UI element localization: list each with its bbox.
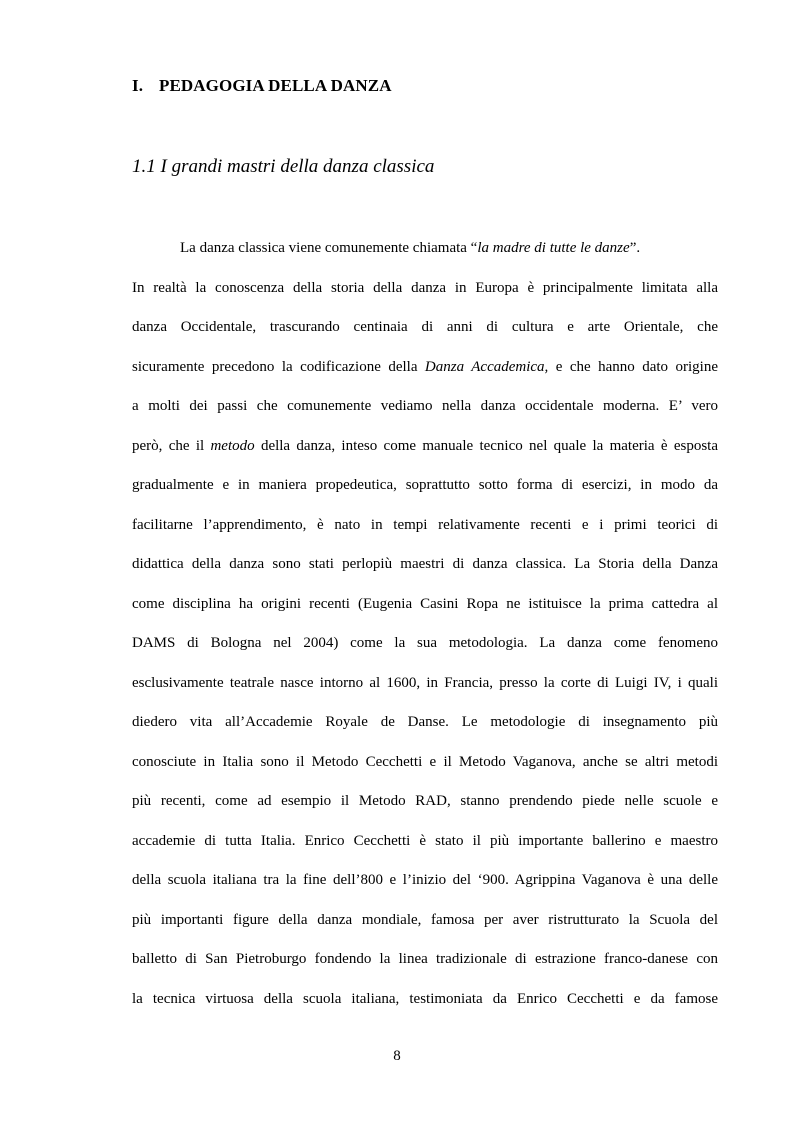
text-line: danza Occidentale, trascurando centinaia di anni di cultura e arte Orientale, che xyxy=(132,319,718,335)
chapter-heading xyxy=(132,76,392,96)
text-line: conosciute in Italia sono il Metodo Cecchetti e il Metodo Vaganova, anche se altri metodi xyxy=(132,754,718,770)
text-line: La danza classica viene comunemente chiamata “la madre di tutte le danze”. xyxy=(180,240,641,256)
text-line: della scuola italiana tra la fine dell’800 e l’inizio del ‘900. Agrippina Vaganova è una delle xyxy=(132,872,718,888)
text-line: sicuramente precedono la codificazione della Danza Accademica, e che hanno dato origine xyxy=(132,359,718,375)
text-line: balletto di San Pietroburgo fondendo la linea tradizionale di estrazione franco-danese con xyxy=(132,951,718,967)
text-line: esclusivamente teatrale nasce intorno al 1600, in Francia, presso la corte di Luigi IV, i quali xyxy=(132,675,718,691)
text-line: accademie di tutta Italia. Enrico Cecchetti è stato il più importante ballerino e maestro xyxy=(132,833,718,849)
chapter-title: PEDAGOGIA DELLA DANZA xyxy=(159,76,392,95)
text-line: più recenti, come ad esempio il Metodo RAD, stanno prendendo piede nelle scuole e xyxy=(132,793,718,809)
section-heading: 1.1 I grandi mastri della danza classica xyxy=(132,156,435,177)
text-line: la tecnica virtuosa della scuola italiana, testimoniata da Enrico Cecchetti e da famose xyxy=(132,991,718,1007)
text-line: In realtà la conoscenza della storia della danza in Europa è principalmente limitata alla xyxy=(132,280,718,296)
text-line: come disciplina ha origini recenti (Eugenia Casini Ropa ne istituisce la prima cattedra al xyxy=(132,596,718,612)
text-line: didattica della danza sono stati perlopiù maestri di danza classica. La Storia della Danza xyxy=(132,556,718,572)
page-number: 8 xyxy=(393,1048,401,1064)
text-line: più importanti figure della danza mondiale, famosa per aver ristrutturato la Scuola del xyxy=(132,912,718,928)
text-line: diedero vita all’Accademie Royale de Danse. Le metodologie di insegnamento più xyxy=(132,714,718,730)
text-line: DAMS di Bologna nel 2004) come la sua metodologia. La danza come fenomeno xyxy=(132,635,718,651)
text-line: a molti dei passi che comunemente vediamo nella danza occidentale moderna. E’ vero xyxy=(132,398,718,414)
text-line: gradualmente e in maniera propedeutica, soprattutto sotto forma di esercizi, in modo da xyxy=(132,477,718,493)
chapter-number: I. xyxy=(132,76,144,95)
text-line: facilitarne l’apprendimento, è nato in tempi relativamente recenti e i primi teorici di xyxy=(132,517,718,533)
text-line: però, che il metodo della danza, inteso come manuale tecnico nel quale la materia è esposta xyxy=(132,438,718,454)
